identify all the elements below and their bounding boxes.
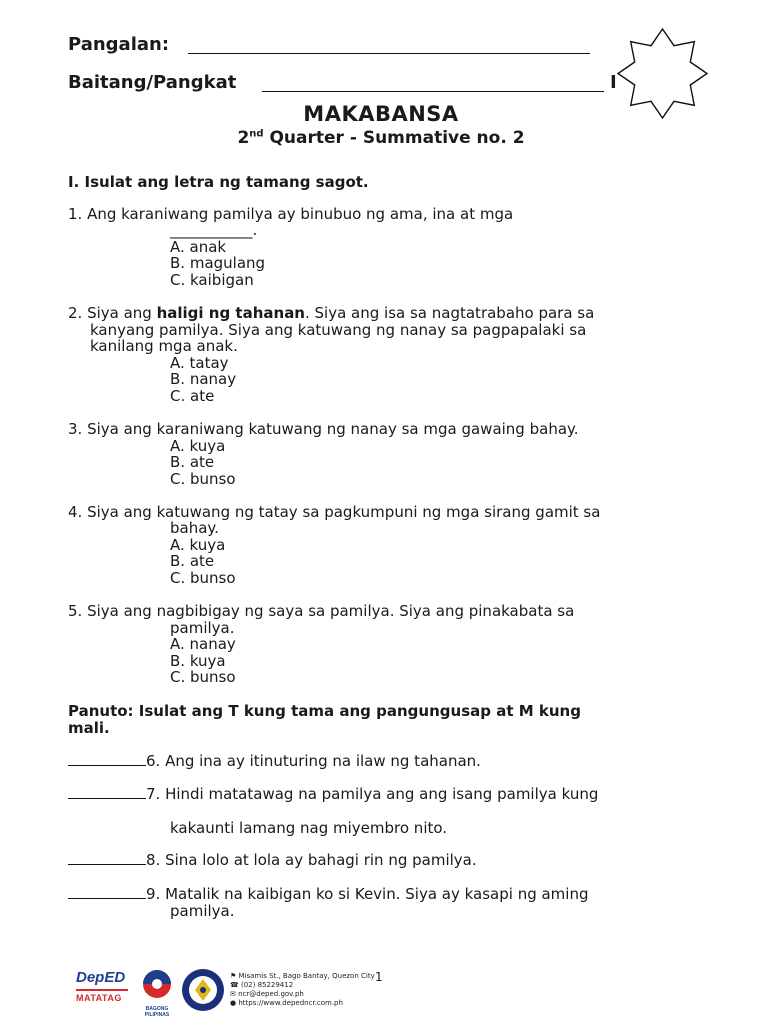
option: C. kaibigan: [170, 271, 254, 289]
section2-instruction: Panuto: Isulat ang T kung tama ang pangungusap at M kung mali.: [68, 702, 581, 737]
option: A. anak: [170, 238, 227, 256]
option: B. nanay: [170, 370, 237, 388]
website-line: ● https://www.depedncr.com.ph: [230, 999, 343, 1007]
question-3: 3. Siya ang karaniwang katuwang ng nanay sa mga gawaing bahay.: [68, 420, 579, 438]
option: B. magulang: [170, 254, 266, 272]
question-4: 4. Siya ang katuwang ng tatay sa pagkumpuni ng mga sirang gamit sa: [68, 503, 601, 521]
email-line: ✉ ncr@deped.gov.ph: [230, 990, 304, 998]
option: C. bunso: [170, 569, 236, 587]
option: B. kuya: [170, 652, 226, 670]
question-5-cont: pamilya.: [170, 619, 235, 637]
tf-item-9-cont: pamilya.: [170, 902, 235, 920]
answer-blank[interactable]: [68, 753, 146, 766]
page-title: MAKABANSA: [303, 102, 459, 126]
phone-icon: ☎: [230, 981, 239, 989]
name-field-line[interactable]: [188, 36, 590, 54]
option: B. ate: [170, 453, 215, 471]
email-icon: ✉: [230, 990, 236, 998]
deped-matatag-logo: DepED MATATAG: [76, 968, 128, 1012]
question-1-blank: ___________.: [170, 221, 258, 239]
bagong-pilipinas-icon: [135, 968, 179, 1002]
question-5: 5. Siya ang nagbibigay ng saya sa pamilya. Siya ang pinakabata sa: [68, 602, 575, 620]
deped-seal-icon: [181, 968, 225, 1012]
option: C. bunso: [170, 668, 236, 686]
phone-line: ☎ (02) 85229412: [230, 981, 294, 989]
option: A. tatay: [170, 354, 229, 372]
page-number: 1: [375, 970, 383, 984]
globe-icon: ●: [230, 999, 237, 1007]
tf-item-8: 8. Sina lolo at lola ay bahagi rin ng pamilya.: [68, 851, 477, 869]
option: A. nanay: [170, 635, 236, 653]
question-4-cont: bahay.: [170, 519, 219, 537]
option: C. ate: [170, 387, 215, 405]
question-2: 2. Siya ang haligi ng tahanan. Siya ang isa sa nagtatrabaho para sa kanyang pamilya. Siya ang katuwang ng nanay sa pagpapalaki sa kanilang mga anak.: [68, 304, 595, 355]
option: C. bunso: [170, 470, 236, 488]
tf-item-9: 9. Matalik na kaibigan ko si Kevin. Siya ay kasapi ng aming: [68, 885, 589, 903]
question-1: 1. Ang karaniwang pamilya ay binubuo ng ama, ina at mga: [68, 205, 514, 223]
option: B. ate: [170, 552, 215, 570]
name-label: Pangalan:: [68, 34, 170, 55]
section1-instruction: I. Isulat ang letra ng tamang sagot.: [68, 173, 369, 191]
answer-blank[interactable]: [68, 886, 146, 899]
bagong-pilipinas-logo: BAGONG PILIPINAS: [135, 968, 179, 1012]
grade-suffix: I: [610, 72, 617, 93]
location-icon: ⚑: [230, 972, 237, 980]
answer-blank[interactable]: [68, 786, 146, 799]
tf-item-7: 7. Hindi matatawag na pamilya ang ang isang pamilya kung: [68, 785, 598, 803]
page-subtitle: 2nd Quarter - Summative no. 2: [237, 128, 525, 148]
contact-block: [230, 972, 375, 1008]
tf-item-7-cont: kakaunti lamang nag miyembro nito.: [170, 819, 448, 837]
tf-item-6: 6. Ang ina ay itinuturing na ilaw ng tahanan.: [68, 752, 481, 770]
option: A. kuya: [170, 536, 226, 554]
grade-field-line[interactable]: [262, 74, 604, 92]
answer-blank[interactable]: [68, 852, 146, 865]
address-line: ⚑ Misamis St., Bago Bantay, Quezon City: [230, 972, 375, 980]
option: A. kuya: [170, 437, 226, 455]
grade-label: Baitang/Pangkat: [68, 72, 237, 93]
